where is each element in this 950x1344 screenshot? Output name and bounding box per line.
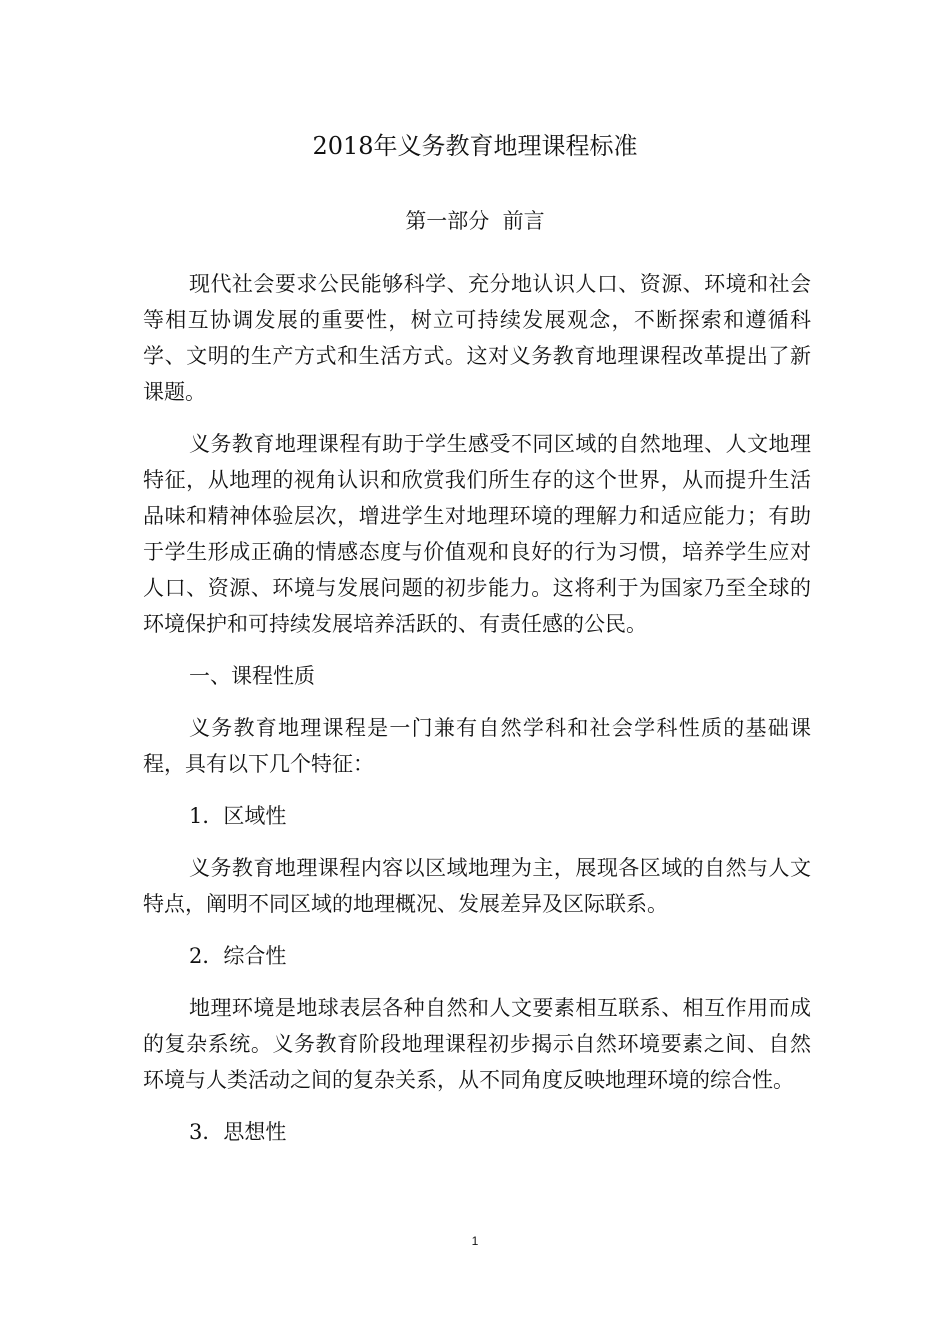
part-title: 第一部分 前言: [405, 209, 545, 233]
section-heading-course-nature: 一、课程性质: [189, 664, 315, 688]
feature-heading-comprehensive: 2．综合性: [189, 944, 287, 968]
feature-heading-regional: 1．区域性: [189, 804, 287, 828]
intro-paragraph-1: 现代社会要求公民能够科学、充分地认识人口、资源、环境和社会等相互协调发展的重要性，树立可持续发展观念，不断探索和遵循科学、文明的生产方式和生活方式。这对义务教育地理课程改革提出了新课题。: [143, 272, 811, 404]
document-body: [143, 266, 811, 1166]
feature-heading-ideological: 3．思想性: [189, 1120, 287, 1144]
intro-paragraph-2: 义务教育地理课程有助于学生感受不同区域的自然地理、人文地理特征，从地理的视角认识和欣赏我们所生存的这个世界，从而提升生活品味和精神体验层次，增进学生对地理环境的理解力和适应能力；有助于学生形成正确的情感态度与价值观和良好的行为习惯，培养学生应对人口、资源、环境与发展问题的初步能力。这将利于为国家乃至全球的环境保护和可持续发展培养活跃的、有责任感的公民。: [143, 432, 811, 636]
feature-text-comprehensive: 地理环境是地球表层各种自然和人文要素相互联系、相互作用而成的复杂系统。义务教育阶段地理课程初步揭示自然环境要素之间、自然环境与人类活动之间的复杂关系，从不同角度反映地理环境的综合性。: [143, 996, 811, 1092]
feature-text-regional: 义务教育地理课程内容以区域地理为主，展现各区域的自然与人文特点，阐明不同区域的地理概况、发展差异及区际联系。: [143, 856, 811, 916]
section-intro-paragraph: 义务教育地理课程是一门兼有自然学科和社会学科性质的基础课程，具有以下几个特征：: [143, 716, 811, 776]
page-number: 1: [471, 1234, 479, 1248]
document-title: 2018年义务教育地理课程标准: [312, 132, 638, 160]
